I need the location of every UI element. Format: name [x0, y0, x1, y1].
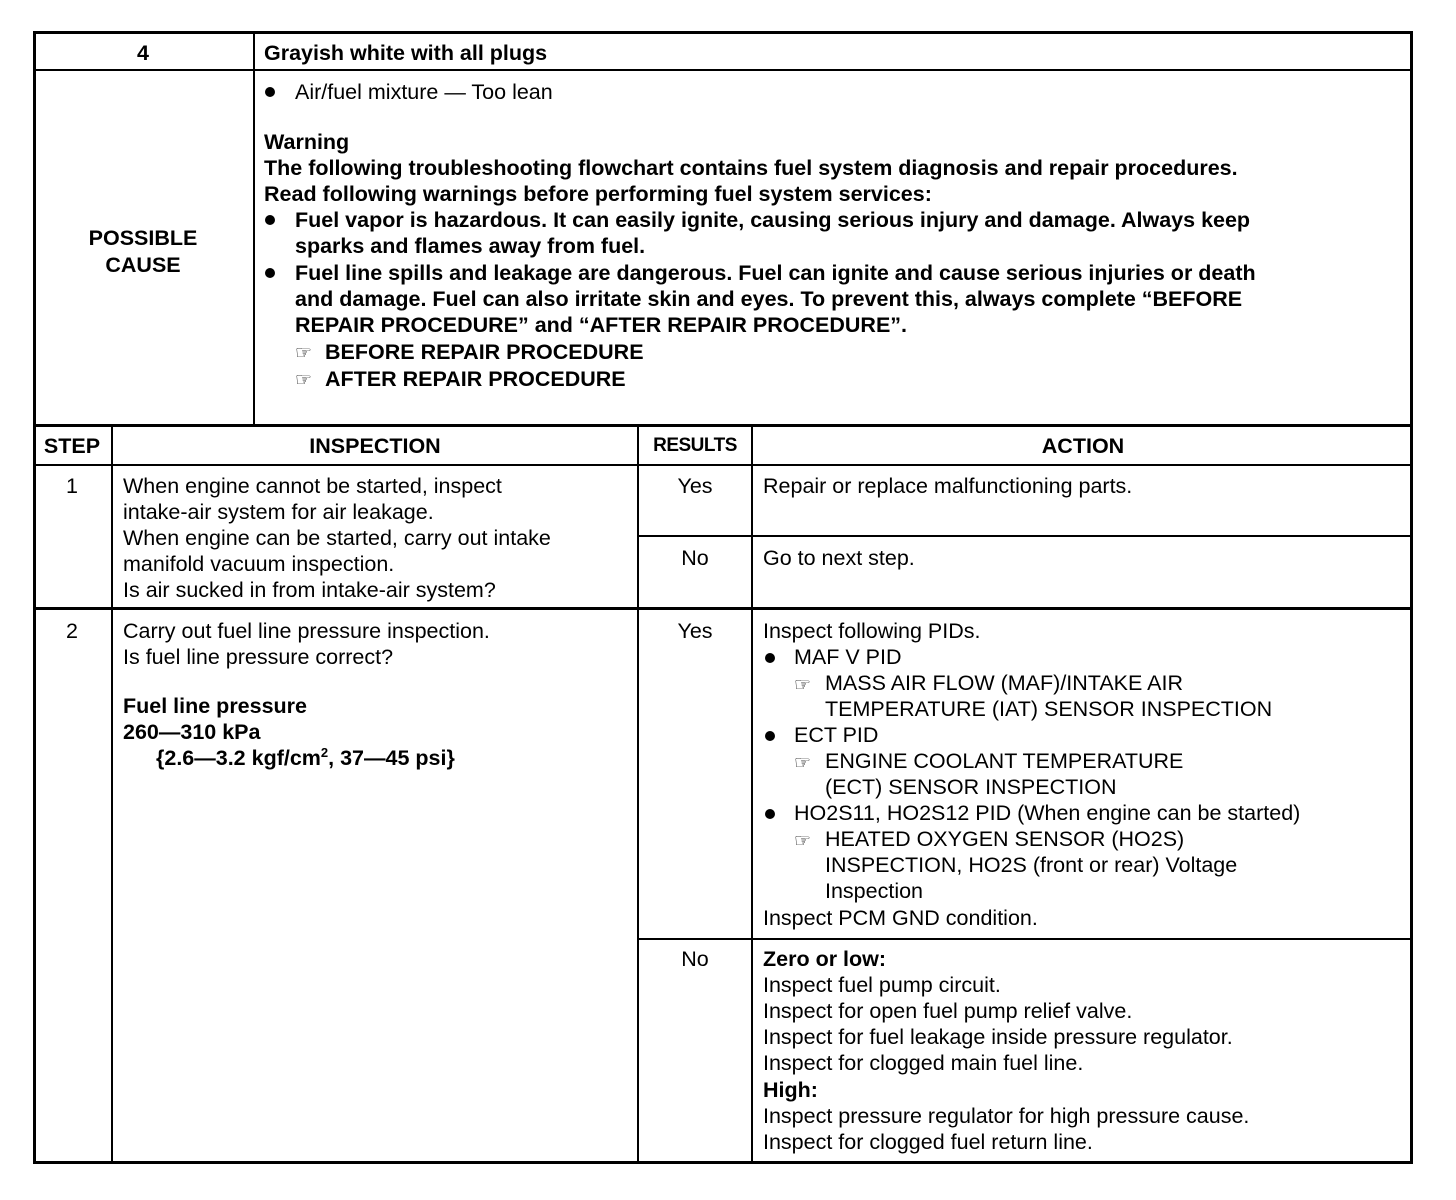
- bullet-icon: [765, 653, 775, 663]
- col-action: ACTION: [1041, 434, 1125, 458]
- ref-after-repair[interactable]: AFTER REPAIR PROCEDURE: [325, 367, 626, 391]
- divider: [33, 69, 1413, 71]
- warning-bullet-line: REPAIR PROCEDURE” and “AFTER REPAIR PROCEDURE”.: [295, 313, 908, 337]
- result-yes: Yes: [677, 619, 713, 643]
- col-inspection: INSPECTION: [309, 434, 441, 458]
- bullet-icon: [265, 215, 275, 225]
- zero-low-line: Inspect for clogged main fuel line.: [763, 1051, 1084, 1075]
- ref-before-repair[interactable]: BEFORE REPAIR PROCEDURE: [325, 340, 644, 364]
- pid-ref-line[interactable]: MASS AIR FLOW (MAF)/INTAKE AIR: [825, 671, 1183, 695]
- action-yes: Repair or replace malfunctioning parts.: [763, 474, 1133, 498]
- step-number: 1: [66, 474, 78, 498]
- bullet-icon: [765, 731, 775, 741]
- divider: [33, 424, 1413, 427]
- bullet-icon: [265, 87, 275, 97]
- pointing-hand-icon: ☞: [794, 831, 812, 852]
- pid-item: MAF V PID: [794, 645, 902, 669]
- step1-inspection-line: When engine cannot be started, inspect: [123, 474, 502, 498]
- divider: [253, 31, 255, 426]
- step1-inspection-line: Is air sucked in from intake-air system?: [123, 578, 496, 602]
- action-no: Go to next step.: [763, 546, 915, 570]
- result-yes: Yes: [677, 474, 713, 498]
- pointing-hand-icon: ☞: [295, 343, 313, 364]
- pid-ref-line[interactable]: TEMPERATURE (IAT) SENSOR INSPECTION: [825, 697, 1273, 721]
- condition-number: 4: [137, 41, 149, 65]
- action-intro: Inspect following PIDs.: [763, 619, 981, 643]
- bullet-icon: [765, 809, 775, 819]
- warning-bullet-line: and damage. Fuel can also irritate skin and eyes. To prevent this, always complete “BEFORE: [295, 287, 1243, 311]
- divider: [637, 424, 639, 1164]
- step-number: 2: [66, 619, 78, 643]
- high-line: Inspect for clogged fuel return line.: [763, 1130, 1093, 1154]
- spec-title: Fuel line pressure: [123, 694, 308, 718]
- warning-bullet-line: Fuel line spills and leakage are dangerous. Fuel can ignite and cause serious injuries or death: [295, 261, 1256, 285]
- bullet-icon: [265, 268, 275, 278]
- spec-alt-value: {2.6—3.2 kgf/$cm^2$, 37—45 psi}: [156, 744, 455, 770]
- pid-item: ECT PID: [794, 723, 879, 747]
- cause-item: Air/fuel mixture — Too lean: [295, 80, 553, 104]
- warning-bullet-line: Fuel vapor is hazardous. It can easily ignite, causing serious injury and damage. Always keep: [295, 208, 1251, 232]
- divider: [33, 464, 1413, 466]
- step1-inspection-line: manifold vacuum inspection.: [123, 552, 395, 576]
- pid-ref-line[interactable]: (ECT) SENSOR INSPECTION: [825, 775, 1117, 799]
- warning-title: Warning: [264, 130, 350, 154]
- result-no: No: [681, 947, 709, 971]
- pid-ref-line[interactable]: HEATED OXYGEN SENSOR (HO2S): [825, 827, 1185, 851]
- zero-low-line: Inspect for fuel leakage inside pressure regulator.: [763, 1025, 1233, 1049]
- divider: [111, 424, 113, 1164]
- divider: [751, 424, 753, 1164]
- col-step: STEP: [43, 434, 101, 458]
- warning-line: Read following warnings before performing fuel system services:: [264, 182, 932, 206]
- divider: [33, 607, 1413, 610]
- divider: [638, 535, 1413, 537]
- pid-ref-line[interactable]: INSPECTION, HO2S (front or rear) Voltage: [825, 853, 1238, 877]
- pointing-hand-icon: ☞: [794, 675, 812, 696]
- step2-inspection-line: Is fuel line pressure correct?: [123, 645, 394, 669]
- possible-cause-label: POSSIBLE CAUSE: [88, 226, 198, 277]
- zero-low-line: Inspect for open fuel pump relief valve.: [763, 999, 1133, 1023]
- high-line: Inspect pressure regulator for high pressure cause.: [763, 1104, 1250, 1128]
- warning-line: The following troubleshooting flowchart contains fuel system diagnosis and repair procedures.: [264, 156, 1238, 180]
- pid-item: HO2S11, HO2S12 PID (When engine can be started): [794, 801, 1301, 825]
- pid-ref-line[interactable]: Inspection: [825, 879, 924, 903]
- zero-low-line: Inspect fuel pump circuit.: [763, 973, 1001, 997]
- zero-low-title: Zero or low:: [763, 947, 887, 971]
- high-title: High:: [763, 1078, 818, 1102]
- pid-ref-line[interactable]: ENGINE COOLANT TEMPERATURE: [825, 749, 1184, 773]
- result-no: No: [681, 546, 709, 570]
- col-results: RESULTS: [653, 435, 737, 456]
- action-outro: Inspect PCM GND condition.: [763, 906, 1038, 930]
- step1-inspection-line: intake-air system for air leakage.: [123, 500, 434, 524]
- step2-inspection-line: Carry out fuel line pressure inspection.: [123, 619, 490, 643]
- divider: [638, 938, 1413, 940]
- step1-inspection-line: When engine can be started, carry out intake: [123, 526, 551, 550]
- spec-value: 260—310 kPa: [123, 720, 261, 744]
- pointing-hand-icon: ☞: [794, 753, 812, 774]
- condition-title: Grayish white with all plugs: [264, 41, 548, 65]
- warning-bullet-line: sparks and flames away from fuel.: [295, 234, 646, 258]
- pointing-hand-icon: ☞: [295, 370, 313, 391]
